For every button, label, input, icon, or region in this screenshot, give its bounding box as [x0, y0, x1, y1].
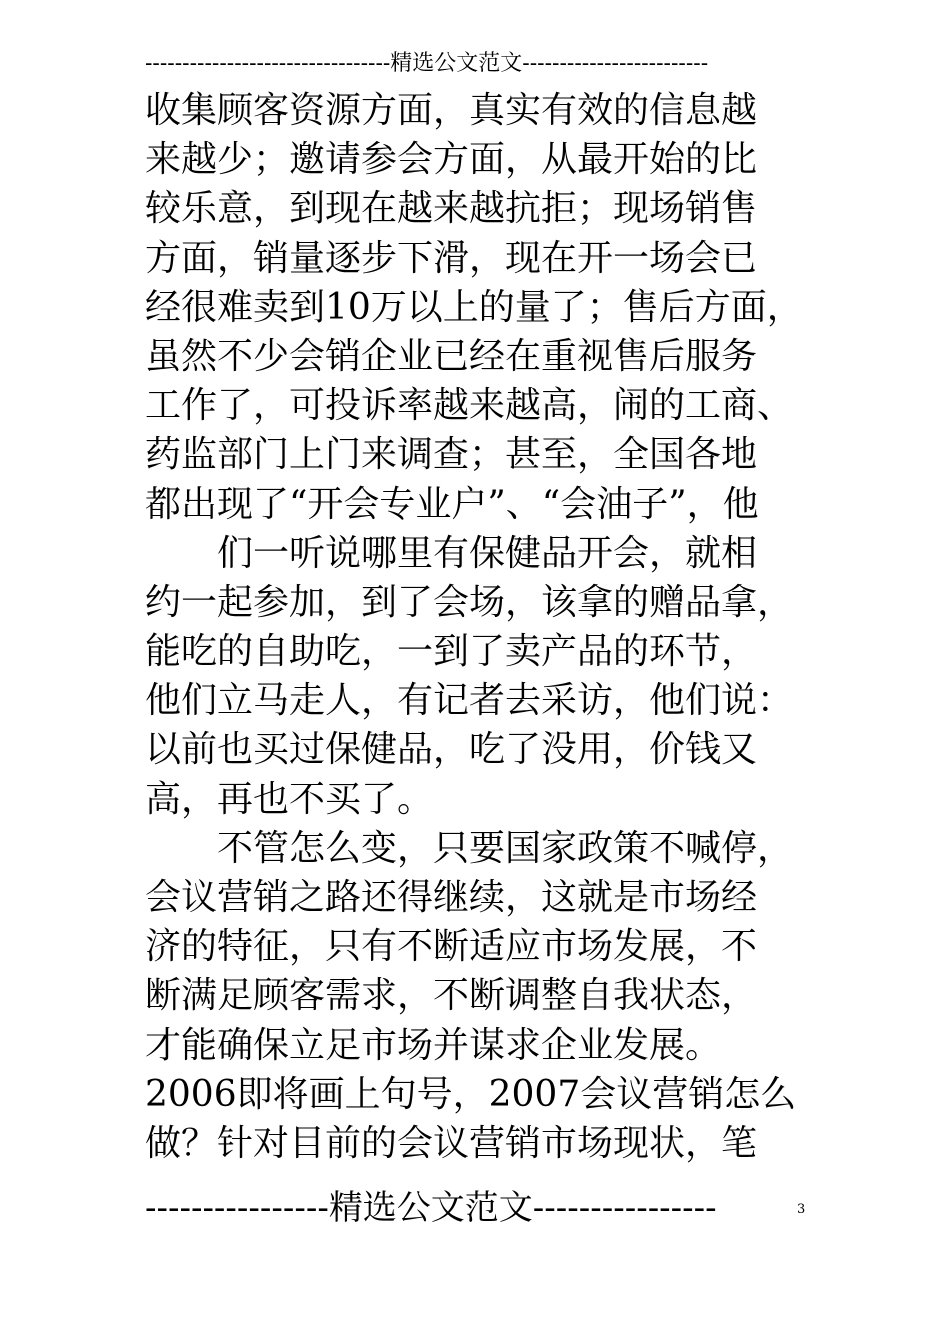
text-line: 高，再也不买了。: [145, 778, 434, 820]
text-line: 济的特征，只有不断适应市场发展，不: [145, 926, 758, 968]
page-number: 3: [797, 1202, 806, 1217]
text-line: 都出现了“开会专业户”、“会油子”，他: [145, 483, 759, 525]
text-line: 2006即将画上句号，2007会议营销怎么: [145, 1073, 797, 1115]
page-header: ---------------------------------精选公文范文-------------------------: [145, 51, 709, 76]
text-line: 断满足顾客需求，不断调整自我状态，: [145, 975, 758, 1017]
text-line: 能吃的自助吃，一到了卖产品的环节，: [145, 631, 758, 673]
page-footer: ----------------精选公文范文----------------: [145, 1188, 717, 1228]
text-line: 不管怎么变，只要国家政策不喊停，: [217, 827, 794, 869]
text-line: 收集顾客资源方面，真实有效的信息越: [145, 90, 758, 131]
text-line: 较乐意，到现在越来越抗拒；现场销售: [145, 188, 758, 230]
text-line: 们一听说哪里有保健品开会，就相: [217, 532, 758, 574]
text-line: 才能确保立足市场并谋求企业发展。: [145, 1024, 722, 1066]
text-line: 做？针对目前的会议营销市场现状，笔: [145, 1122, 758, 1164]
text-line: 工作了，可投诉率越来越高，闹的工商、: [145, 385, 794, 427]
text-line: 以前也买过保健品，吃了没用，价钱又: [145, 729, 758, 771]
text-line: 来越少；邀请参会方面，从最开始的比: [145, 139, 758, 181]
text-line: 约一起参加，到了会场，该拿的赠品拿，: [145, 581, 794, 623]
text-line: 会议营销之路还得继续，这就是市场经: [145, 877, 758, 918]
text-line: 虽然不少会销企业已经在重视售后服务: [145, 335, 758, 377]
text-line: 经很难卖到10万以上的量了；售后方面，: [145, 286, 803, 328]
text-line: 方面，销量逐步下滑，现在开一场会已: [145, 237, 758, 279]
text-line: 药监部门上门来调查；甚至，全国各地: [145, 434, 758, 476]
document-body: [145, 86, 805, 1168]
text-line: 他们立马走人，有记者去采访，他们说：: [145, 680, 794, 722]
